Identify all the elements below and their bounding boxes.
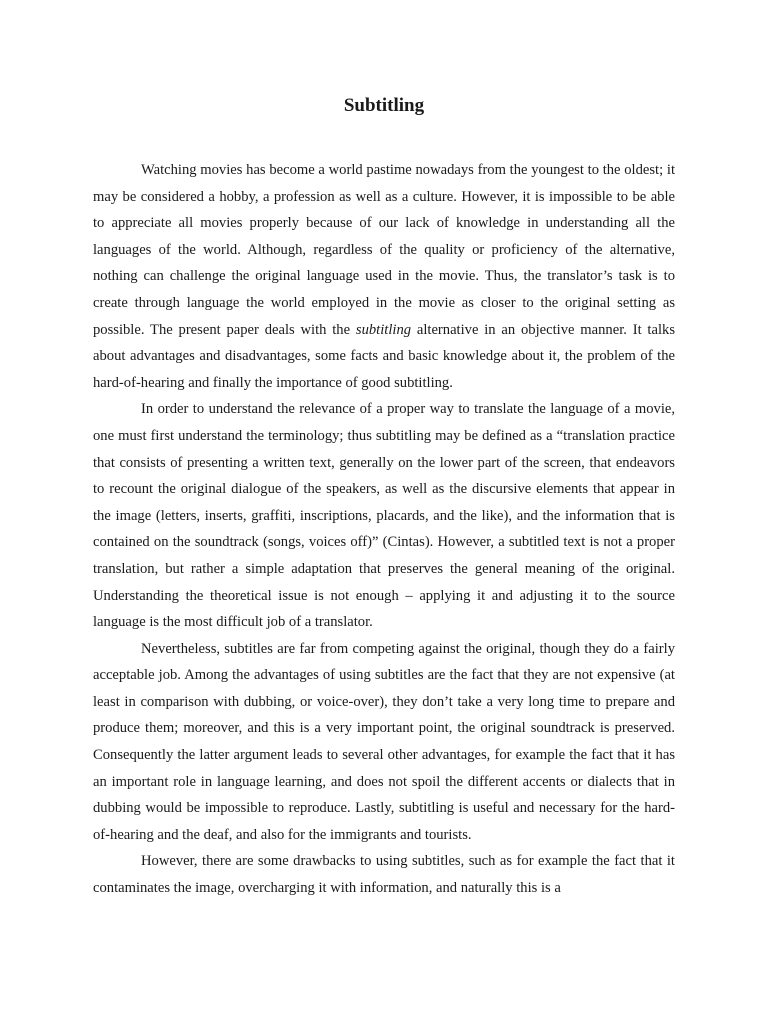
paragraph-text: alternative in an objective manner. It talks about advantages and disadvantages, some facts and basic knowledge about it, the problem of the hard-of-hearing and finally the importance of good subtitling. [93, 321, 675, 391]
paragraph-advantages [93, 636, 675, 849]
document-title: Subtitling [343, 95, 425, 116]
paragraph-text: However, there are some drawbacks to using subtitles, such as for example the fact that it contaminates the image, overcharging it with information, and naturally this is a [93, 853, 675, 897]
paragraph-text: Nevertheless, subtitles are far from competing against the original, though they do a fairly acceptable job. Among the advantages of using subtitles are the fact that they are not expensive (at least in comparison with dubbing, or voice-over), they don’t take a very long time to prepare and produce them; moreover, and this is a very important point, the original soundtrack is preserved. Consequently the latter argument leads to several other advantages, for example the fact that it has an important role in language learning, and does not spoil the different accents or dialects that in dubbing would be impossible to reproduce. Lastly, subtitling is useful and necessary for the hard-of-hearing and the deaf, and also for the immigrants and tourists. [93, 640, 675, 843]
paragraph-introduction [93, 157, 675, 396]
paragraph-text: In order to understand the relevance of a proper way to translate the language of a movie, one must first understand the terminology; thus subtitling may be defined as a “translation practice that consists of presenting a written text, generally on the lower part of the screen, that endeavors to recount the original dialogue of the speakers, as well as the discursive elements that appear in the image (letters, inserts, graffiti, inscriptions, placards, and the like), and the information that is contained on the soundtrack (songs, voices off)” (Cintas). However, a subtitled text is not a proper translation, but rather a simple adaptation that preserves the general meaning of the original. Understanding the theoretical issue is not enough – applying it and adjusting it to the source language is the most difficult job of a translator. [93, 401, 675, 631]
paragraph-drawbacks [93, 848, 675, 901]
paragraph-text: Watching movies has become a world pastime nowadays from the youngest to the oldest; it may be considered a hobby, a profession as well as a culture. However, it is impossible to be able to appreciate all movies properly because of our lack of knowledge in understanding all the languages of the world. Although, regardless of the quality or proficiency of the alternative, nothing can challenge the original language used in the movie. Thus, the translator’s task is to create through language the world employed in the movie as closer to the original setting as possible. The present paper deals with the [93, 162, 675, 338]
italic-term: subtitling [355, 321, 412, 338]
paragraph-definition [93, 396, 675, 635]
document-body [93, 157, 675, 902]
